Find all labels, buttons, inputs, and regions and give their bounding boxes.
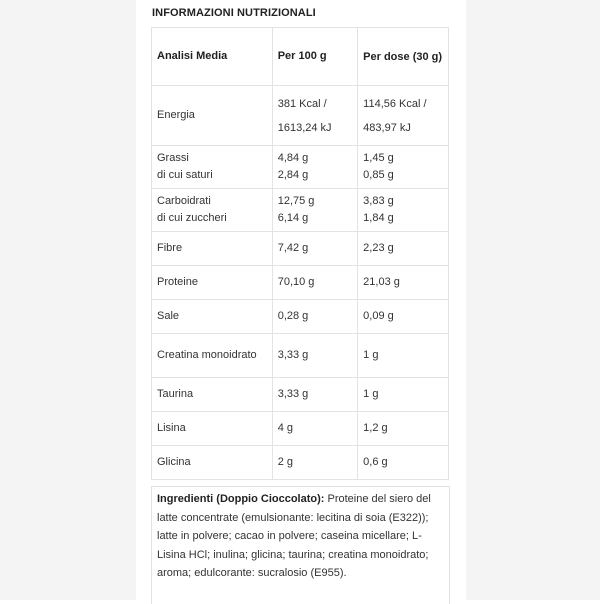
- value-dose: [358, 86, 449, 146]
- value-per100: 0,28 g: [272, 300, 357, 334]
- header-per-dose: Per dose (30 g): [358, 28, 449, 86]
- value-per100: 7,42 g: [272, 232, 357, 266]
- table-row-grassi: [152, 146, 449, 189]
- value-line: 6,14 g: [277, 212, 309, 224]
- value-line: 1,45 g: [363, 152, 394, 164]
- value-line: 2,84 g: [277, 169, 309, 181]
- right-margin: [466, 0, 600, 600]
- label-line: Carboidrati: [157, 195, 211, 207]
- value-per100: 70,10 g: [272, 266, 357, 300]
- table-row-lisina: [152, 412, 449, 446]
- ingredients-label: Ingredienti (Doppio Cioccolato):: [157, 493, 325, 505]
- value-per100: [272, 189, 357, 232]
- row-label: Proteine: [152, 266, 273, 300]
- table-row-carboidrati: [152, 189, 449, 232]
- row-label: Lisina: [152, 412, 273, 446]
- value-dose: 0,6 g: [358, 446, 449, 480]
- label-line: Grassi: [157, 152, 189, 164]
- row-label: Sale: [152, 300, 273, 334]
- value-line: 483,97 kJ: [363, 121, 411, 134]
- value-dose: 0,09 g: [358, 300, 449, 334]
- table-row-fibre: [152, 232, 449, 266]
- label-line: di cui saturi: [157, 169, 213, 181]
- table-row-taurina: [152, 378, 449, 412]
- table-row-glicina: [152, 446, 449, 480]
- value-per100: [272, 146, 357, 189]
- row-label: Glicina: [152, 446, 273, 480]
- row-label: Taurina: [152, 378, 273, 412]
- value-dose: [358, 146, 449, 189]
- value-per100: [272, 86, 357, 146]
- header-analisi: Analisi Media: [152, 28, 273, 86]
- value-per100: 4 g: [272, 412, 357, 446]
- value-dose: [358, 189, 449, 232]
- row-label: Energia: [152, 86, 273, 146]
- table-row-proteine: [152, 266, 449, 300]
- left-margin: [0, 0, 136, 600]
- ingredients-text: Proteine del siero del latte concentrate (emulsionante: lecitina di soia (E322)); latte in polvere; cacao in polvere; caseina micellare; L-Lisina HCl; inulina; glicina; taurina; creatina monoidrato; aroma; edulcorante: sucralosio (E955).: [157, 493, 431, 579]
- value-line: 12,75 g: [277, 195, 315, 207]
- value-dose: 21,03 g: [358, 266, 449, 300]
- value-line: 114,56 Kcal /: [363, 97, 427, 110]
- row-label: Fibre: [152, 232, 273, 266]
- value-line: 381 Kcal /: [277, 97, 327, 110]
- value-line: 3,83 g: [363, 195, 394, 207]
- ingredients-block: [151, 486, 450, 604]
- table-row-creatina: [152, 334, 449, 378]
- value-line: 0,85 g: [363, 169, 394, 181]
- table-row-energia: [152, 86, 449, 146]
- value-dose: 2,23 g: [358, 232, 449, 266]
- table-header-row: [152, 28, 449, 86]
- value-dose: 1,2 g: [358, 412, 449, 446]
- row-label: Creatina monoidrato: [152, 334, 273, 378]
- value-per100: 3,33 g: [272, 378, 357, 412]
- section-title: INFORMAZIONI NUTRIZIONALI: [152, 7, 316, 19]
- value-per100: 3,33 g: [272, 334, 357, 378]
- value-per100: 2 g: [272, 446, 357, 480]
- header-per100: Per 100 g: [272, 28, 357, 86]
- value-line: 1613,24 kJ: [277, 121, 332, 134]
- value-line: 4,84 g: [277, 152, 309, 164]
- label-line: di cui zuccheri: [157, 212, 227, 224]
- value-line: 1,84 g: [363, 212, 394, 224]
- table-row-sale: [152, 300, 449, 334]
- row-label: [152, 189, 273, 232]
- value-dose: 1 g: [358, 378, 449, 412]
- nutrition-table: [151, 27, 449, 480]
- row-label: [152, 146, 273, 189]
- value-dose: 1 g: [358, 334, 449, 378]
